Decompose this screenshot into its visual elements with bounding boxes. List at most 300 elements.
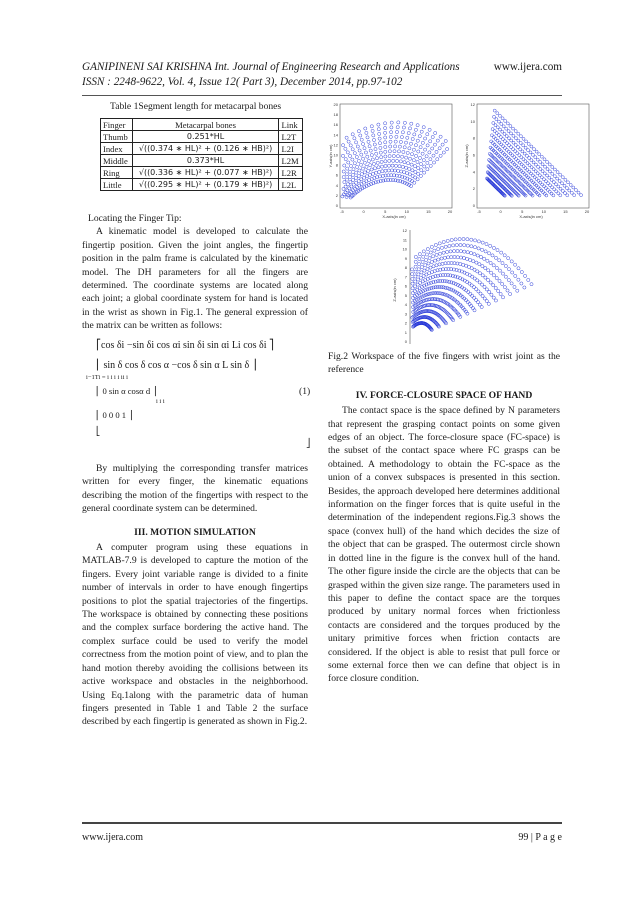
table-header: Link <box>279 119 303 131</box>
workspace-point <box>470 238 473 241</box>
workspace-point <box>530 283 533 286</box>
workspace-point <box>486 278 489 281</box>
workspace-point <box>462 237 465 240</box>
workspace-point <box>377 128 380 131</box>
workspace-point <box>501 296 504 299</box>
workspace-point <box>371 172 374 175</box>
tick-label: 5 <box>521 209 524 214</box>
workspace-point <box>394 145 397 148</box>
workspace-point <box>367 140 370 143</box>
workspace-point <box>367 159 370 162</box>
workspace-point <box>455 244 458 247</box>
workspace-point <box>401 155 404 158</box>
workspace-point <box>491 254 494 257</box>
workspace-point <box>353 152 356 155</box>
workspace-plot-b <box>463 100 593 220</box>
workspace-point <box>498 148 501 151</box>
workspace-point <box>428 287 431 290</box>
workspace-point <box>528 170 531 173</box>
workspace-point <box>489 281 492 284</box>
workspace-point <box>507 150 510 153</box>
workspace-point <box>452 244 455 247</box>
workspace-point <box>503 181 506 184</box>
workspace-point <box>501 151 504 154</box>
workspace-point <box>380 165 383 168</box>
workspace-point <box>481 248 484 251</box>
workspace-point <box>495 118 498 121</box>
workspace-point <box>364 127 367 130</box>
workspace-point <box>366 136 369 139</box>
workspace-point <box>415 154 418 157</box>
workspace-point <box>473 253 476 256</box>
tick-label: 1 <box>404 329 407 335</box>
workspace-point <box>442 240 445 243</box>
workspace-point <box>345 173 348 176</box>
workspace-point <box>516 289 519 292</box>
workspace-point <box>513 285 516 288</box>
workspace-point <box>384 131 387 134</box>
workspace-point <box>353 187 356 190</box>
workspace-point <box>459 256 462 259</box>
workspace-point <box>497 175 500 178</box>
workspace-point <box>348 176 351 179</box>
workspace-point <box>388 155 391 158</box>
workspace-point <box>420 271 423 274</box>
formula-cell: √((0.336 ∗ HL)² + (0.077 ∗ HB)²) <box>132 167 279 179</box>
workspace-point <box>387 164 390 167</box>
workspace-point <box>420 169 423 172</box>
workspace-point <box>429 266 432 269</box>
tick-label: 4 <box>472 169 475 175</box>
table-row <box>101 143 303 155</box>
workspace-point <box>446 239 449 242</box>
workspace-point <box>401 180 404 183</box>
workspace-point <box>426 161 429 164</box>
workspace-point <box>517 139 520 142</box>
workspace-point <box>530 172 533 175</box>
workspace-point <box>548 190 551 193</box>
workspace-point <box>459 243 462 246</box>
workspace-point <box>389 135 392 138</box>
workspace-point <box>522 137 525 140</box>
workspace-point <box>431 147 434 150</box>
workspace-point <box>468 282 471 285</box>
workspace-point <box>517 132 520 135</box>
workspace-point <box>360 183 363 186</box>
matrix-row-3-subscripts: i i i <box>156 398 165 405</box>
workspace-point <box>414 275 417 278</box>
workspace-point <box>468 302 471 305</box>
workspace-point <box>514 274 517 277</box>
y-axis-label: Y-axis(in cm) <box>328 144 333 168</box>
workspace-point <box>484 276 487 279</box>
workspace-point <box>487 269 490 272</box>
workspace-point <box>501 262 504 265</box>
workspace-point <box>509 292 512 295</box>
workspace-point <box>342 170 345 173</box>
tick-label: 4 <box>335 182 338 188</box>
workspace-point <box>381 170 384 173</box>
workspace-point <box>511 271 514 274</box>
workspace-point <box>500 143 503 146</box>
workspace-point <box>466 257 469 260</box>
workspace-point <box>403 161 406 164</box>
workspace-point <box>446 148 449 151</box>
workspace-point <box>390 121 393 124</box>
workspace-point <box>517 166 520 169</box>
workspace-point <box>480 305 483 308</box>
workspace-point <box>351 178 354 181</box>
tick-label: 5 <box>384 209 387 214</box>
subheading-finger-tip: Locating the Finger Tip: <box>88 213 182 224</box>
workspace-point <box>384 122 387 125</box>
matrix-row-2-subscripts: i−1Ti = i i i i ii i <box>86 374 128 381</box>
workspace-point <box>503 254 506 257</box>
workspace-point <box>414 260 417 263</box>
workspace-point <box>357 130 360 133</box>
workspace-point <box>502 145 505 148</box>
workspace-point <box>384 160 387 163</box>
workspace-point <box>388 159 391 162</box>
workspace-point <box>437 258 440 261</box>
matrix-row-4: ⎢ 0 0 0 1 ⎥ <box>96 410 133 420</box>
workspace-point <box>441 262 444 265</box>
workspace-point <box>424 293 427 296</box>
workspace-point <box>465 299 468 302</box>
paragraph-motion-simulation: A computer program using these equations in MATLAB-7.9 is developed to capture the motion of the fingers. Every joint variable range is divided to a finite number of intervals in order to have enough fingertips positions to plot the spatial trajectories of the fingertips. The workspace is obtained by connecting these positions and the complex surface bordering the active hand. The complex surface could be used to verify the model correctness from the motion point of view, and to plan the hand motion thereby avoiding the collisions between its active workspace and obstacles in the neighborhood. Using Eq.1along with the parametric data of human fingers presented in Table 1 and Table 2 the surface described by each fingertip is generated as shown in Fig.2. <box>82 542 308 728</box>
workspace-point <box>438 147 441 150</box>
workspace-point <box>444 322 447 325</box>
header-rule <box>82 95 562 96</box>
workspace-point <box>435 253 438 256</box>
workspace-point <box>401 131 404 134</box>
workspace-point <box>453 250 456 253</box>
workspace-point <box>527 278 530 281</box>
figure2-caption: Fig.2 Workspace of the five fingers with wrist joint as the reference <box>328 351 560 376</box>
workspace-point <box>398 145 401 148</box>
workspace-point <box>360 153 363 156</box>
workspace-point <box>417 268 420 271</box>
workspace-point <box>551 166 554 169</box>
workspace-point <box>433 143 436 146</box>
workspace-point <box>371 158 374 161</box>
workspace-point <box>362 142 365 145</box>
workspace-point <box>351 173 354 176</box>
workspace-point <box>572 186 575 189</box>
workspace-point <box>405 156 408 159</box>
workspace-point <box>531 153 534 156</box>
workspace-point <box>450 261 453 264</box>
workspace-point <box>395 130 398 133</box>
matrix-bottom-bracket: ⎣ <box>96 426 101 436</box>
workspace-point <box>357 174 360 177</box>
workspace-point <box>470 304 473 307</box>
workspace-point <box>444 262 447 265</box>
table1 <box>100 118 303 191</box>
tick-label: 18 <box>333 112 338 118</box>
workspace-point <box>439 252 442 255</box>
workspace-point <box>378 170 381 173</box>
issn-line: ISSN : 2248-9622, Vol. 4, Issue 12( Part 3), December 2014, pp.97-102 <box>82 76 403 88</box>
workspace-point <box>342 176 345 179</box>
workspace-point <box>543 192 546 195</box>
workspace-point <box>440 316 443 319</box>
workspace-point <box>473 246 476 249</box>
workspace-point <box>422 159 425 162</box>
workspace-point <box>416 288 419 291</box>
workspace-point <box>411 282 414 285</box>
dh-matrix-equation <box>86 340 316 455</box>
workspace-point <box>372 134 375 137</box>
workspace-point <box>444 139 447 142</box>
workspace-point <box>544 165 547 168</box>
workspace-point <box>493 109 496 112</box>
link-cell: L2R <box>279 167 303 179</box>
tick-label: 0 <box>472 203 475 208</box>
workspace-point <box>399 160 402 163</box>
workspace-point <box>496 147 499 150</box>
workspace-point <box>490 140 493 143</box>
workspace-point <box>520 163 523 166</box>
header-website[interactable]: www.ijera.com <box>493 61 562 73</box>
workspace-point <box>484 250 487 253</box>
workspace-point <box>424 148 427 151</box>
workspace-point <box>379 151 382 154</box>
workspace-point <box>410 122 413 125</box>
workspace-point <box>387 169 390 172</box>
workspace-point <box>507 130 510 133</box>
tick-label: 16 <box>333 122 338 128</box>
tick-label: 10 <box>541 209 547 214</box>
workspace-point <box>497 120 500 123</box>
workspace-point <box>559 194 562 197</box>
workspace-point <box>349 181 352 184</box>
workspace-point <box>348 187 351 190</box>
workspace-point <box>498 269 501 272</box>
workspace-point <box>496 139 499 142</box>
workspace-point <box>394 140 397 143</box>
workspace-point <box>545 194 548 197</box>
tick-label: 9 <box>404 255 407 261</box>
workspace-point <box>539 160 542 163</box>
workspace-point <box>418 253 421 256</box>
workspace-point <box>494 137 497 140</box>
tick-label: 15 <box>563 209 568 214</box>
workspace-point <box>492 246 495 249</box>
workspace-point <box>430 245 433 248</box>
workspace-point <box>553 175 556 178</box>
workspace-point <box>390 131 393 134</box>
workspace-point <box>434 243 437 246</box>
workspace-point <box>397 169 400 172</box>
workspace-point <box>406 151 409 154</box>
workspace-point <box>399 140 402 143</box>
workspace-point <box>361 167 364 170</box>
workspace-point <box>501 117 504 120</box>
workspace-point <box>477 240 480 243</box>
workspace-point <box>530 179 533 182</box>
tick-label: 0 <box>404 339 407 344</box>
workspace-point <box>541 163 544 166</box>
footer-rule <box>82 822 562 824</box>
running-header <box>82 60 562 90</box>
workspace-point <box>498 175 501 178</box>
workspace-point <box>351 158 354 161</box>
workspace-point <box>447 256 450 259</box>
workspace-point <box>470 245 473 248</box>
workspace-point <box>507 184 510 187</box>
workspace-point <box>488 290 491 293</box>
workspace-point <box>432 255 435 258</box>
workspace-point <box>493 115 496 118</box>
footer-website[interactable]: www.ijera.com <box>82 832 143 843</box>
finger-cell: Ring <box>101 167 133 179</box>
paragraph-force-closure: The contact space is the space defined by N parameters that represent the grasping contact points on some given edges of an object. The force-closure space (FC-space) is the subset of the contact space where FC grasps can be obtained. A methodology to obtain the FC-space as the union of a convex subspaces is presented in this section. Besides, the approach developed here determines additional information on the finger forces that is quite useful in the determination of the independent regions.Fig.3 shows the space (convex hull) of the hand which decides the size of the object that can be grasped. The outermost circle shown in dotted line in the figure is the convex hull of the hand. The other figure inside the circle are the objects that can be grasped within the given size range. The parameters used in this paper to define the contact space are the torques produced by unitary normal forces when frictionless contacts are considered and the torques produced by the unitary primitive forces when friction contacts are considered. If the object is able to resist that pull force or some external force then we can define that object is in force closure condition. <box>328 405 560 685</box>
workspace-point <box>438 263 441 266</box>
workspace-point <box>422 250 425 253</box>
workspace-point <box>466 251 469 254</box>
workspace-point <box>400 136 403 139</box>
workspace-point <box>478 263 481 266</box>
workspace-point <box>373 167 376 170</box>
workspace-point <box>423 171 426 174</box>
workspace-point <box>430 260 433 263</box>
workspace-point <box>345 178 348 181</box>
workspace-point <box>522 165 525 168</box>
tick-label: 6 <box>404 283 407 289</box>
workspace-point <box>403 146 406 149</box>
workspace-point <box>563 184 566 187</box>
workspace-point <box>419 174 422 177</box>
workspace-point <box>432 161 435 164</box>
workspace-point <box>540 155 543 158</box>
workspace-point <box>389 145 392 148</box>
workspace-point <box>412 148 415 151</box>
workspace-point <box>409 142 412 145</box>
tick-label: 3 <box>404 311 407 317</box>
workspace-point <box>351 189 354 192</box>
workspace-point <box>356 165 359 168</box>
workspace-point <box>437 248 440 251</box>
workspace-point <box>432 281 435 284</box>
workspace-point <box>379 146 382 149</box>
workspace-point <box>512 127 515 130</box>
workspace-point <box>407 132 410 135</box>
workspace-point <box>417 273 420 276</box>
workspace-point <box>426 168 429 171</box>
workspace-point <box>366 155 369 158</box>
section-heading-force-closure: IV. FORCE-CLOSURE SPACE OF HAND <box>355 389 533 401</box>
workspace-point <box>421 141 424 144</box>
workspace-point <box>454 238 457 241</box>
workspace-point <box>471 294 474 297</box>
formula-cell: √((0.295 ∗ HL)² + (0.179 ∗ HB)²) <box>132 179 279 191</box>
workspace-point <box>507 278 510 281</box>
workspace-point <box>427 262 430 265</box>
formula-cell: 0.251*HL <box>132 131 279 143</box>
tick-label: 10 <box>333 152 338 158</box>
workspace-point <box>485 243 488 246</box>
workspace-point <box>356 145 359 148</box>
workspace-point <box>380 160 383 163</box>
workspace-point <box>446 250 449 253</box>
workspace-point <box>367 169 370 172</box>
workspace-point <box>519 141 522 144</box>
workspace-point <box>411 273 414 276</box>
workspace-point <box>405 166 408 169</box>
table-row <box>101 167 303 179</box>
workspace-point <box>462 257 465 260</box>
workspace-point <box>485 288 488 291</box>
workspace-point <box>402 150 405 153</box>
workspace-point <box>466 281 469 284</box>
workspace-point <box>396 155 399 158</box>
workspace-point <box>484 267 487 270</box>
workspace-point <box>501 282 504 285</box>
workspace-point <box>449 250 452 253</box>
workspace-point <box>342 144 345 147</box>
workspace-point <box>397 150 400 153</box>
workspace-point <box>419 163 422 166</box>
workspace-point <box>492 136 495 139</box>
workspace-point <box>514 191 517 194</box>
tick-label: 0 <box>335 203 338 208</box>
workspace-point <box>537 179 540 182</box>
workspace-point <box>406 136 409 139</box>
workspace-point <box>428 256 431 259</box>
workspace-point <box>475 261 478 264</box>
workspace-point <box>426 133 429 136</box>
workspace-point <box>459 250 462 253</box>
workspace-point <box>389 140 392 143</box>
workspace-point <box>498 259 501 262</box>
workspace-point <box>429 251 432 254</box>
tick-label: 12 <box>402 228 407 233</box>
workspace-point <box>458 238 461 241</box>
workspace-point <box>489 261 492 264</box>
workspace-point <box>372 138 375 141</box>
workspace-point <box>384 136 387 139</box>
workspace-point <box>494 256 497 259</box>
workspace-point <box>441 317 444 320</box>
workspace-point <box>509 125 512 128</box>
workspace-point <box>506 183 509 186</box>
workspace-point <box>503 147 506 150</box>
workspace-point <box>466 244 469 247</box>
workspace-point <box>534 156 537 159</box>
workspace-point <box>515 158 518 161</box>
workspace-point <box>374 148 377 151</box>
workspace-point <box>510 132 513 135</box>
finger-cell: Thumb <box>101 131 133 143</box>
workspace-point <box>423 165 426 168</box>
matrix-row-3: ⎢ 0 sin α cosα d ⎥ <box>96 386 157 396</box>
z-axis-label: Z-axis(in cm) <box>464 144 469 168</box>
paragraph-kinematic: A kinematic model is developed to calculate the fingertip position. Given the joint angles, the fingertip position in the palm frame is calculated by the kinematic model. The DH parameters for all the fingers are determined. The coordinate systems are located along each joint; a global coordinate system for hand is located in the wrist as shown in Fig.1. The general expression of the matrix can be written as follows: <box>82 226 308 332</box>
workspace-point <box>422 255 425 258</box>
page-number: 99 | P a g e <box>518 832 562 843</box>
workspace-point <box>501 178 504 181</box>
tick-label: 10 <box>404 209 410 214</box>
workspace-point <box>428 128 431 131</box>
workspace-point <box>351 148 354 151</box>
workspace-point <box>475 298 478 301</box>
workspace-point <box>456 256 459 259</box>
workspace-point <box>525 140 528 143</box>
workspace-point <box>514 130 517 133</box>
workspace-point <box>442 151 445 154</box>
workspace-point <box>426 288 429 291</box>
